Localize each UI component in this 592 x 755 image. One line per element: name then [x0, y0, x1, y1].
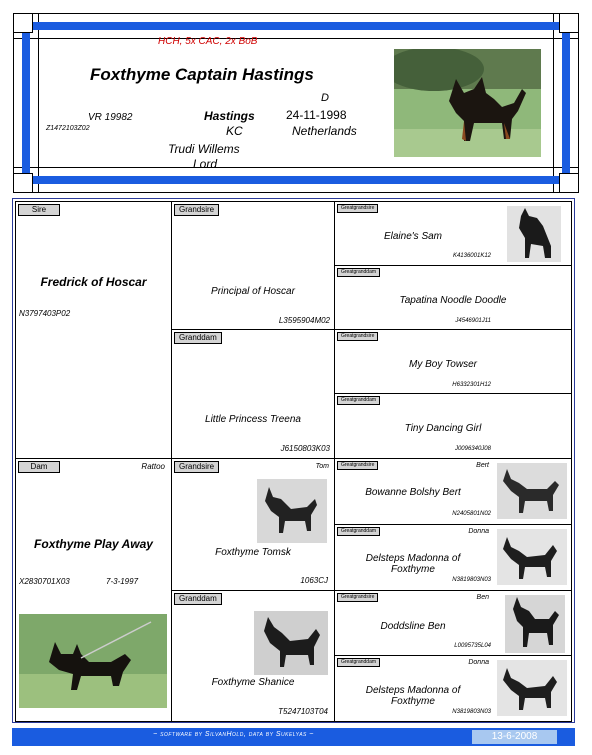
great-grandparent-note: Bert	[476, 462, 489, 469]
great-grandparent-photo	[497, 529, 567, 585]
owner-text: Lord	[193, 157, 218, 171]
footer-bar	[12, 728, 575, 746]
great-grandparent-photo	[507, 206, 561, 262]
great-grandparent-photo	[497, 463, 567, 519]
dam-tag: Dam	[18, 461, 60, 473]
dam-photo	[19, 614, 167, 708]
great-grandparent-cell-2	[334, 265, 572, 330]
grandparent-reg: J6150803K03	[280, 444, 330, 453]
grandparent-tag: Grandsire	[174, 204, 219, 216]
grandparent-cell-1	[171, 201, 335, 330]
titles-text: HCH, 5x CAC, 2x BoB	[158, 36, 258, 47]
great-grandparent-reg: J0096340J08	[454, 446, 491, 452]
grandparent-reg: T5247103T04	[278, 707, 328, 716]
great-grandparent-tag: Greatgrandsire	[337, 461, 378, 470]
great-grandparent-photo	[497, 660, 567, 716]
grandparent-tag: Grandsire	[174, 461, 219, 473]
great-grandparent-cell-1	[334, 201, 572, 266]
call-name: Hastings	[204, 109, 255, 123]
grandparent-photo	[254, 611, 328, 675]
great-grandparent-note: Donna	[468, 659, 489, 666]
great-grandparent-cell-5	[334, 458, 572, 525]
grandparent-reg: 1063CJ	[300, 576, 328, 585]
grandparent-name: Little Princess Treena	[205, 414, 301, 425]
sire-tag: Sire	[18, 204, 60, 216]
great-grandparent-tag: Greatgranddam	[337, 658, 380, 667]
sex-text: D	[321, 92, 329, 104]
sire-name: Fredrick of Hoscar	[40, 275, 147, 289]
great-grandparent-name: Delsteps Madonna of Foxthyme	[365, 685, 461, 707]
footer-credit: ~ software by SilvanHold, data by Sukelyas ~	[153, 731, 314, 738]
great-grandparent-name: Doddsline Ben	[380, 621, 446, 632]
grandparent-tag: Granddam	[174, 332, 222, 344]
great-grandparent-tag: Greatgranddam	[337, 527, 380, 536]
great-grandparent-reg: J4546901J11	[455, 318, 491, 324]
great-grandparent-reg: K4136001K12	[452, 253, 491, 259]
sire-cell	[15, 201, 172, 459]
great-grandparent-reg: N3819803N03	[452, 577, 491, 583]
great-grandparent-photo	[505, 595, 565, 653]
great-grandparent-reg: H6332301H12	[452, 382, 491, 388]
grandparent-cell-2	[171, 329, 335, 459]
main-dog-photo	[394, 49, 541, 157]
dog-name: Foxthyme Captain Hastings	[90, 65, 314, 84]
grandparent-name: Principal of Hoscar	[211, 286, 295, 297]
great-grandparent-cell-6	[334, 524, 572, 591]
great-grandparent-cell-4	[334, 393, 572, 459]
great-grandparent-reg: N3819803N03	[452, 709, 491, 715]
great-grandparent-name: My Boy Towser	[409, 359, 477, 370]
great-grandparent-tag: Greatgrandsire	[337, 204, 378, 213]
grandparent-photo	[257, 479, 327, 543]
footer-date: 13-6-2008	[472, 730, 557, 744]
dam-birth-date: 7-3-1997	[106, 577, 139, 586]
great-grandparent-tag: Greatgrandsire	[337, 593, 378, 602]
registry-text: KC	[226, 124, 243, 138]
great-grandparent-name: Tapatina Noodle Doodle	[399, 295, 507, 306]
great-grandparent-note: Donna	[468, 528, 489, 535]
great-grandparent-tag: Greatgranddam	[337, 268, 380, 277]
great-grandparent-cell-8	[334, 655, 572, 722]
great-grandparent-name: Delsteps Madonna of Foxthyme	[365, 553, 461, 575]
grandparent-name: Foxthyme Tomsk	[215, 547, 291, 558]
great-grandparent-reg: N2405801N02	[452, 511, 491, 517]
grandparent-tag: Granddam	[174, 593, 222, 605]
dam-note: Rattoo	[141, 462, 165, 471]
great-grandparent-note: Ben	[476, 594, 489, 601]
grandparent-cell-4	[171, 590, 335, 722]
great-grandparent-name: Tiny Dancing Girl	[404, 423, 482, 434]
chip-number: Z1472103Z02	[46, 125, 90, 132]
birth-date: 24-11-1998	[286, 108, 347, 122]
great-grandparent-reg: L0095735L04	[454, 643, 491, 649]
great-grandparent-cell-3	[334, 329, 572, 394]
dam-reg: X2830701X03	[19, 577, 70, 586]
dam-cell	[15, 458, 172, 722]
reg-number: VR 19982	[88, 112, 133, 123]
great-grandparent-tag: Greatgranddam	[337, 396, 380, 405]
country-text: Netherlands	[292, 124, 357, 138]
sire-reg: N3797403P02	[19, 309, 71, 318]
grandparent-reg: L3595904M02	[278, 316, 330, 325]
dam-name: Foxthyme Play Away	[34, 537, 153, 551]
great-grandparent-tag: Greatgrandsire	[337, 332, 378, 341]
grandparent-note: Tom	[315, 463, 329, 470]
breeder-text: Trudi Willems	[168, 142, 240, 156]
great-grandparent-cell-7	[334, 590, 572, 656]
grandparent-name: Foxthyme Shanice	[211, 677, 295, 688]
great-grandparent-name: Bowanne Bolshy Bert	[365, 487, 461, 498]
great-grandparent-name: Elaine's Sam	[383, 231, 443, 242]
grandparent-cell-3	[171, 458, 335, 591]
